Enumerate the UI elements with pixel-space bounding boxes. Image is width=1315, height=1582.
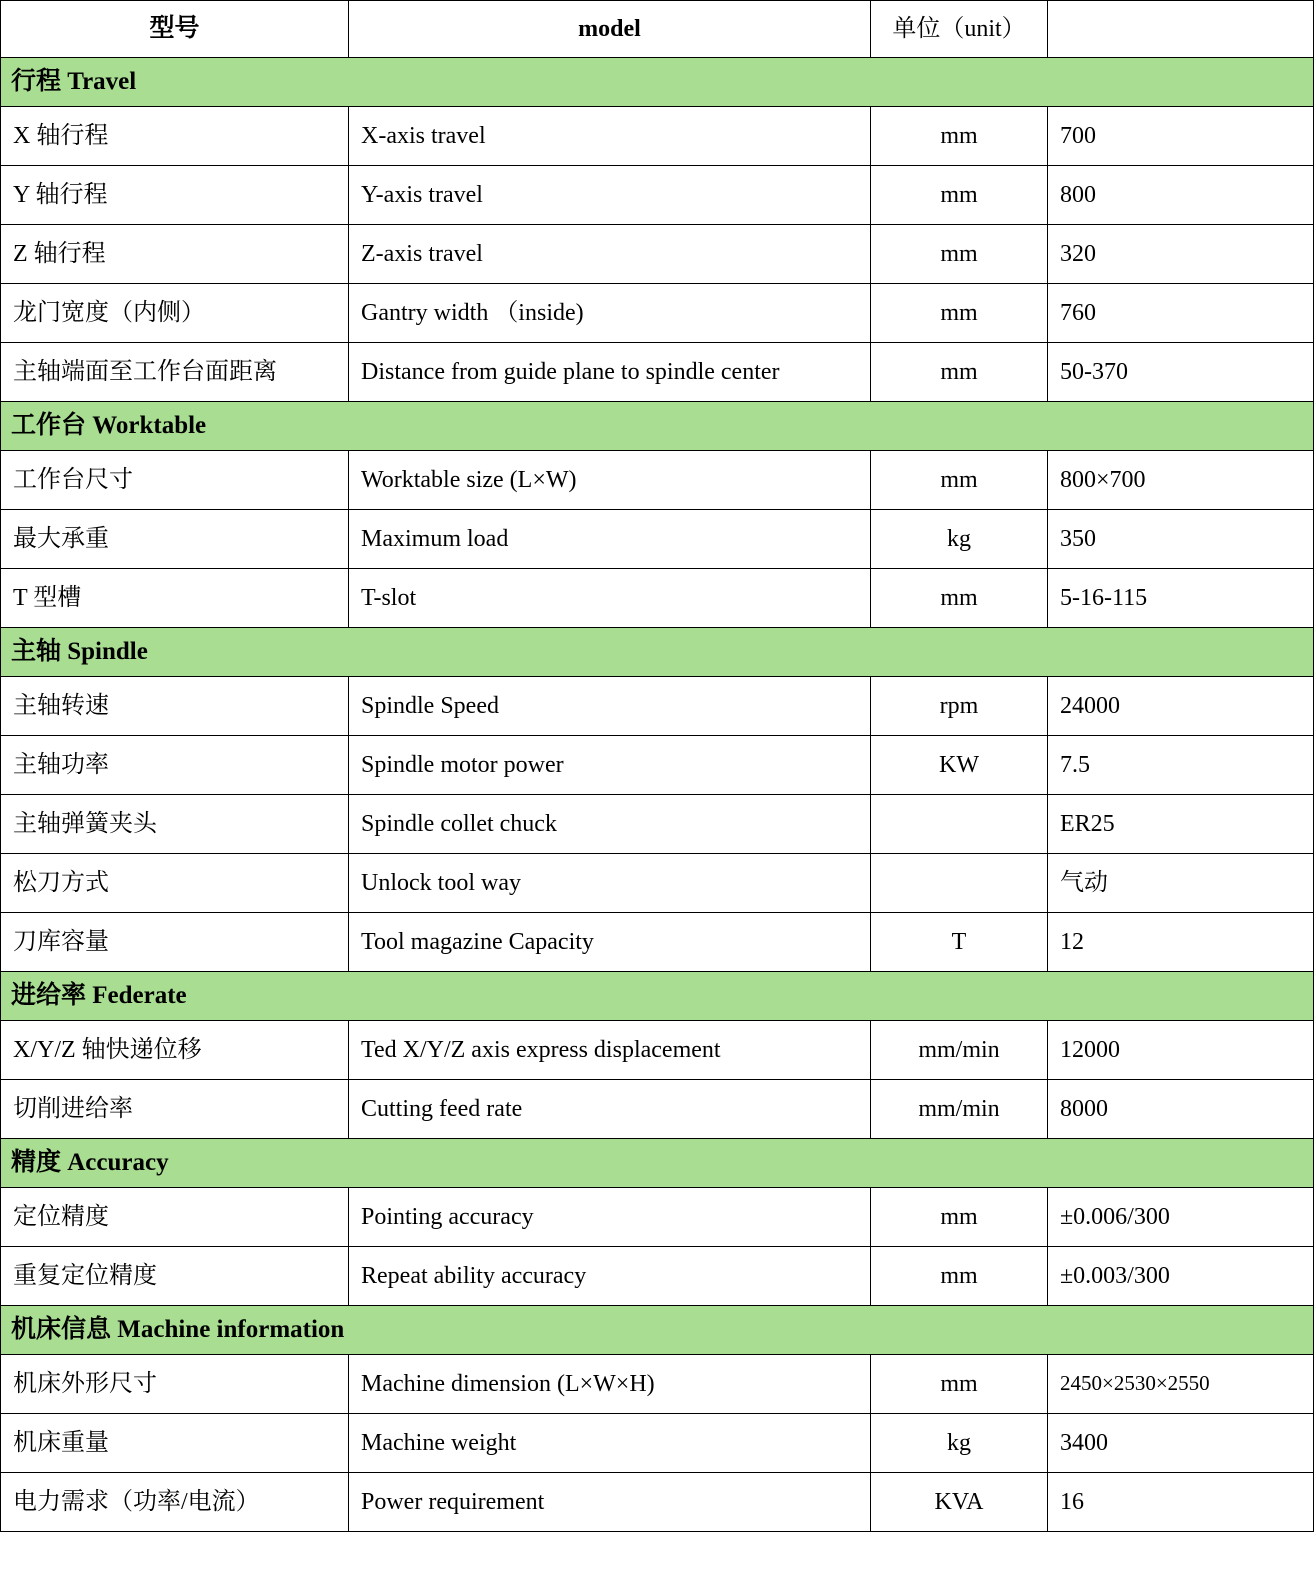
table-row (1, 343, 1314, 402)
spec-name-en: Spindle collet chuck (349, 795, 871, 854)
table-row (1, 913, 1314, 972)
spec-name-cn: Z 轴行程 (1, 225, 349, 284)
spec-value: 12000 (1048, 1021, 1314, 1080)
spec-value: 12 (1048, 913, 1314, 972)
spec-name-cn: 机床重量 (1, 1414, 349, 1473)
table-row (1, 510, 1314, 569)
spec-name-en: Machine dimension (L×W×H) (349, 1355, 871, 1414)
spec-unit: kg (871, 1414, 1048, 1473)
table-row (1, 1247, 1314, 1306)
spec-unit: mm (871, 569, 1048, 628)
spec-value: ±0.003/300 (1048, 1247, 1314, 1306)
spec-name-en: Tool magazine Capacity (349, 913, 871, 972)
spec-name-en: Distance from guide plane to spindle center (349, 343, 871, 402)
spec-value: 8000 (1048, 1080, 1314, 1139)
section-header-row (1, 628, 1314, 677)
spec-name-en: Y-axis travel (349, 166, 871, 225)
spec-value: ±0.006/300 (1048, 1188, 1314, 1247)
spec-value: 350 (1048, 510, 1314, 569)
table-body (1, 1, 1314, 1532)
spec-unit (871, 795, 1048, 854)
spec-value: 5-16-115 (1048, 569, 1314, 628)
header-unit: 单位（unit） (871, 1, 1048, 58)
spec-value: 700 (1048, 107, 1314, 166)
table-row (1, 1021, 1314, 1080)
spec-unit (871, 854, 1048, 913)
spec-name-cn: 主轴转速 (1, 677, 349, 736)
section-header-row (1, 58, 1314, 107)
spec-name-en: Spindle Speed (349, 677, 871, 736)
spec-name-cn: 切削进给率 (1, 1080, 349, 1139)
spec-name-cn: 主轴功率 (1, 736, 349, 795)
spec-value: 16 (1048, 1473, 1314, 1532)
table-row (1, 677, 1314, 736)
table-row (1, 795, 1314, 854)
spec-name-en: Spindle motor power (349, 736, 871, 795)
table-row (1, 1473, 1314, 1532)
spec-name-cn: 龙门宽度（内侧） (1, 284, 349, 343)
spec-name-en: X-axis travel (349, 107, 871, 166)
spec-name-en: Pointing accuracy (349, 1188, 871, 1247)
spec-name-cn: 最大承重 (1, 510, 349, 569)
section-title: 精度 Accuracy (1, 1139, 1314, 1188)
spec-value: 气动 (1048, 854, 1314, 913)
spec-unit: mm (871, 343, 1048, 402)
spec-value: 800×700 (1048, 451, 1314, 510)
spec-name-cn: 工作台尺寸 (1, 451, 349, 510)
header-value (1048, 1, 1314, 58)
spec-name-en: Cutting feed rate (349, 1080, 871, 1139)
spec-name-en: Machine weight (349, 1414, 871, 1473)
spec-name-en: Z-axis travel (349, 225, 871, 284)
spec-name-en: Ted X/Y/Z axis express displacement (349, 1021, 871, 1080)
spec-unit: mm/min (871, 1021, 1048, 1080)
spec-name-cn: X 轴行程 (1, 107, 349, 166)
spec-name-cn: 电力需求（功率/电流） (1, 1473, 349, 1532)
header-model-en: model (349, 1, 871, 58)
spec-value: 800 (1048, 166, 1314, 225)
spec-unit: mm (871, 1188, 1048, 1247)
spec-value: 7.5 (1048, 736, 1314, 795)
table-row (1, 854, 1314, 913)
section-header-row (1, 1306, 1314, 1355)
table-row (1, 569, 1314, 628)
spec-name-en: Worktable size (L×W) (349, 451, 871, 510)
table-row (1, 284, 1314, 343)
section-title: 工作台 Worktable (1, 402, 1314, 451)
spec-unit: T (871, 913, 1048, 972)
section-title: 进给率 Federate (1, 972, 1314, 1021)
spec-unit: mm/min (871, 1080, 1048, 1139)
spec-name-cn: 主轴端面至工作台面距离 (1, 343, 349, 402)
table-row (1, 736, 1314, 795)
spec-name-cn: 刀库容量 (1, 913, 349, 972)
spec-unit: kg (871, 510, 1048, 569)
spec-name-cn: 定位精度 (1, 1188, 349, 1247)
table-row (1, 451, 1314, 510)
spec-name-cn: 机床外形尺寸 (1, 1355, 349, 1414)
section-header-row (1, 1139, 1314, 1188)
spec-value: 2450×2530×2550 (1048, 1355, 1314, 1414)
spec-unit: rpm (871, 677, 1048, 736)
spec-value: 3400 (1048, 1414, 1314, 1473)
spec-value: 320 (1048, 225, 1314, 284)
spec-name-cn: 松刀方式 (1, 854, 349, 913)
spec-name-cn: Y 轴行程 (1, 166, 349, 225)
spec-name-cn: T 型槽 (1, 569, 349, 628)
header-model-cn: 型号 (1, 1, 349, 58)
spec-name-en: Unlock tool way (349, 854, 871, 913)
spec-unit: mm (871, 225, 1048, 284)
spec-unit: mm (871, 451, 1048, 510)
spec-name-cn: X/Y/Z 轴快递位移 (1, 1021, 349, 1080)
table-row (1, 225, 1314, 284)
spec-name-en: Power requirement (349, 1473, 871, 1532)
spec-value: 24000 (1048, 677, 1314, 736)
section-title: 主轴 Spindle (1, 628, 1314, 677)
table-row (1, 1080, 1314, 1139)
section-title: 行程 Travel (1, 58, 1314, 107)
table-header-row (1, 1, 1314, 58)
spec-name-cn: 重复定位精度 (1, 1247, 349, 1306)
spec-unit: KW (871, 736, 1048, 795)
table-row (1, 1188, 1314, 1247)
spec-name-cn: 主轴弹簧夹头 (1, 795, 349, 854)
table-row (1, 1355, 1314, 1414)
spec-unit: mm (871, 284, 1048, 343)
table-row (1, 166, 1314, 225)
spec-value: ER25 (1048, 795, 1314, 854)
spec-unit: KVA (871, 1473, 1048, 1532)
table-row (1, 1414, 1314, 1473)
spec-unit: mm (871, 166, 1048, 225)
section-title: 机床信息 Machine information (1, 1306, 1314, 1355)
spec-name-en: Gantry width （inside) (349, 284, 871, 343)
section-header-row (1, 402, 1314, 451)
spec-name-en: Maximum load (349, 510, 871, 569)
section-header-row (1, 972, 1314, 1021)
spec-unit: mm (871, 107, 1048, 166)
spec-unit: mm (871, 1355, 1048, 1414)
spec-name-en: T-slot (349, 569, 871, 628)
spec-value: 50-370 (1048, 343, 1314, 402)
table-row (1, 107, 1314, 166)
spec-name-en: Repeat ability accuracy (349, 1247, 871, 1306)
spec-value: 760 (1048, 284, 1314, 343)
spec-unit: mm (871, 1247, 1048, 1306)
